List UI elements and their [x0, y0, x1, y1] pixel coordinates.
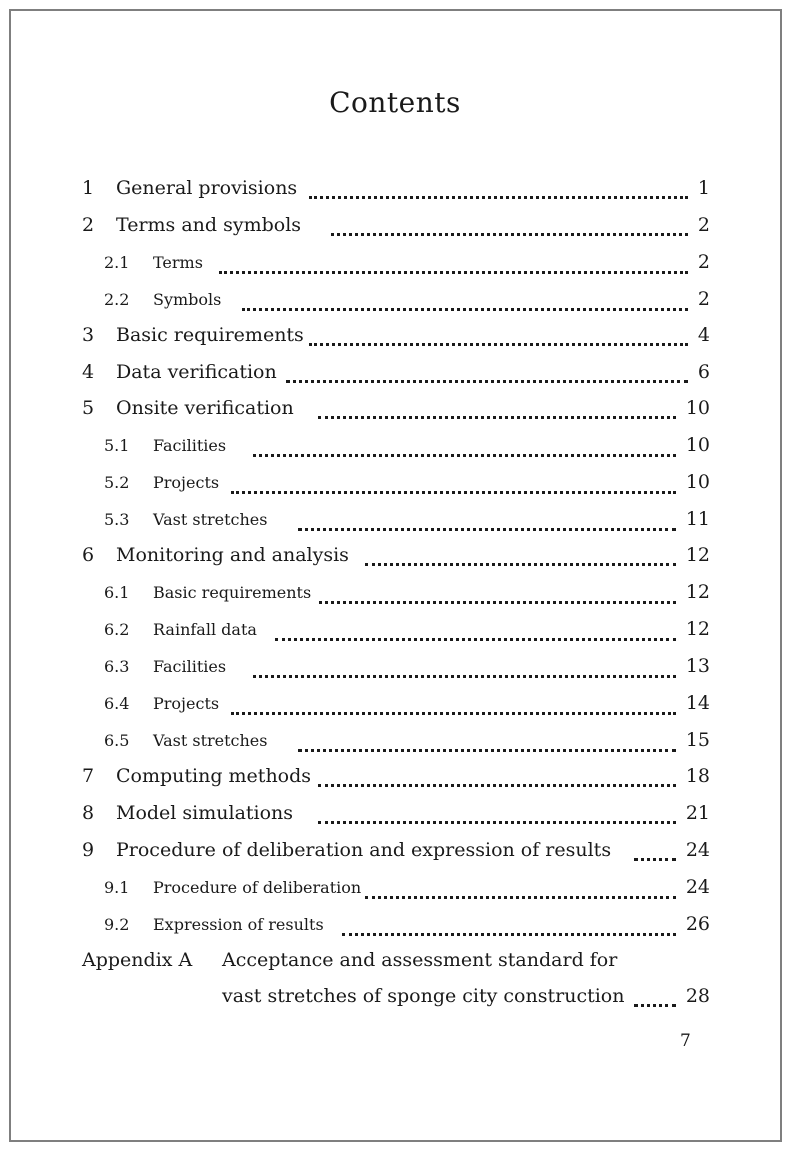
toc-entry-label: Symbols	[153, 290, 222, 309]
toc-entry-page: 2	[697, 251, 710, 273]
leader-dots	[365, 563, 676, 566]
toc-entry-label: Onsite verification	[116, 397, 294, 419]
toc-entry-page: 26	[685, 913, 710, 935]
toc-entry-page: 24	[685, 839, 710, 861]
toc-entry-page: 13	[685, 655, 710, 677]
toc-entry-number: 6.2	[104, 620, 130, 639]
leader-dots	[253, 675, 676, 678]
leader-dots	[231, 712, 676, 715]
toc-entry-number: 5.3	[104, 510, 130, 529]
toc-entry-number: 2	[82, 214, 95, 236]
toc-entry-9[interactable]	[0, 839, 790, 867]
leader-dots	[634, 858, 676, 861]
toc-entry-4[interactable]	[0, 361, 790, 389]
toc-entry-label: Projects	[153, 694, 220, 713]
leader-dots	[253, 454, 676, 457]
leader-dots	[309, 196, 688, 199]
toc-entry-number: 2.1	[104, 253, 130, 272]
toc-entry-page: 10	[685, 434, 710, 456]
toc-entry-number: Appendix A	[82, 949, 193, 971]
toc-entry-5-2[interactable]	[0, 473, 790, 501]
toc-entry-number: 8	[82, 802, 95, 824]
toc-entry-label: Computing methods	[116, 765, 312, 787]
toc-entry-label: Procedure of deliberation and expression of results	[116, 839, 612, 861]
toc-entry-3[interactable]	[0, 324, 790, 352]
leader-dots	[365, 896, 676, 899]
toc-entry-number: 9	[82, 839, 95, 861]
toc-entry-6-3[interactable]	[0, 657, 790, 685]
toc-entry-8[interactable]	[0, 802, 790, 830]
toc-entry-label: Vast stretches	[153, 731, 268, 750]
toc-entry-label: Expression of results	[153, 915, 324, 934]
leader-dots	[298, 528, 676, 531]
toc-entry-label: Terms	[153, 253, 203, 272]
leader-dots	[318, 416, 676, 419]
toc-entry-6-2[interactable]	[0, 620, 790, 648]
toc-entry-page: 18	[685, 765, 710, 787]
toc-entry-page: 2	[697, 214, 710, 236]
toc-entry-page: 12	[685, 618, 710, 640]
toc-entry-label: Rainfall data	[153, 620, 257, 639]
toc-entry-label-continued: vast stretches of sponge city construction	[222, 985, 625, 1007]
toc-entry-number: 6	[82, 544, 95, 566]
toc-entry-number: 3	[82, 324, 95, 346]
toc-entry-label: Facilities	[153, 657, 227, 676]
toc-entry-page: 10	[685, 471, 710, 493]
toc-entry-number: 7	[82, 765, 95, 787]
toc-entry-label: Projects	[153, 473, 220, 492]
toc-entry-page: 15	[685, 729, 710, 751]
toc-entry-number: 6.5	[104, 731, 130, 750]
toc-entry-label: Basic requirements	[153, 583, 312, 602]
toc-entry-label: Procedure of deliberation	[153, 878, 362, 897]
toc-entry-2[interactable]	[0, 214, 790, 242]
toc-entry-label: Terms and symbols	[116, 214, 302, 236]
toc-entry-6[interactable]	[0, 544, 790, 572]
toc-entry-1[interactable]	[0, 177, 790, 205]
toc-entry-appendix-a[interactable]	[0, 949, 790, 977]
leader-dots	[331, 233, 688, 236]
toc-entry-9-2[interactable]	[0, 915, 790, 943]
toc-entry-page: 12	[685, 581, 710, 603]
toc-entry-9-1[interactable]	[0, 878, 790, 906]
leader-dots	[286, 380, 688, 383]
toc-entry-label: Facilities	[153, 436, 227, 455]
toc-entry-label: Basic requirements	[116, 324, 304, 346]
page-number: 7	[680, 1031, 691, 1051]
toc-entry-label: Vast stretches	[153, 510, 268, 529]
toc-entry-page: 1	[697, 177, 710, 199]
leader-dots	[219, 271, 688, 274]
toc-entry-label: Acceptance and assessment standard for	[222, 949, 618, 971]
leader-dots	[318, 784, 676, 787]
toc-entry-number: 9.1	[104, 878, 130, 897]
toc-entry-label: General provisions	[116, 177, 298, 199]
leader-dots	[318, 821, 676, 824]
toc-entry-number: 4	[82, 361, 95, 383]
toc-entry-number: 9.2	[104, 915, 130, 934]
toc-entry-page: 4	[697, 324, 710, 346]
leader-dots	[242, 308, 688, 311]
toc-entry-page: 10	[685, 397, 710, 419]
toc-entry-page: 12	[685, 544, 710, 566]
toc-entry-5[interactable]	[0, 397, 790, 425]
toc-entry-number: 6.4	[104, 694, 130, 713]
toc-entry-number: 1	[82, 177, 95, 199]
leader-dots	[319, 601, 676, 604]
toc-entry-7[interactable]	[0, 765, 790, 793]
toc-entry-number: 6.1	[104, 583, 130, 602]
toc-entry-number: 2.2	[104, 290, 130, 309]
page-title: Contents	[329, 86, 461, 119]
leader-dots	[342, 933, 676, 936]
leader-dots	[298, 749, 676, 752]
toc-entry-appendix-a-continued[interactable]	[0, 985, 790, 1013]
toc-entry-label: Model simulations	[116, 802, 294, 824]
toc-entry-6-5[interactable]	[0, 731, 790, 759]
toc-entry-5-3[interactable]	[0, 510, 790, 538]
toc-entry-2-1[interactable]	[0, 253, 790, 281]
toc-entry-label: Monitoring and analysis	[116, 544, 349, 566]
toc-entry-5-1[interactable]	[0, 436, 790, 464]
toc-entry-label: Data verification	[116, 361, 277, 383]
leader-dots	[309, 343, 688, 346]
toc-entry-6-4[interactable]	[0, 694, 790, 722]
toc-entry-page: 11	[685, 508, 710, 530]
toc-entry-page: 6	[697, 361, 710, 383]
toc-entry-page: 21	[685, 802, 710, 824]
toc-entry-page: 28	[685, 985, 710, 1007]
leader-dots	[275, 638, 676, 641]
toc-entry-2-2[interactable]	[0, 290, 790, 318]
toc-entry-page: 14	[685, 692, 710, 714]
leader-dots	[634, 1004, 676, 1007]
toc-entry-6-1[interactable]	[0, 583, 790, 611]
toc-entry-number: 5	[82, 397, 95, 419]
leader-dots	[231, 491, 676, 494]
toc-entry-number: 5.1	[104, 436, 130, 455]
toc-entry-number: 6.3	[104, 657, 130, 676]
toc-entry-page: 24	[685, 876, 710, 898]
toc-entry-page: 2	[697, 288, 710, 310]
toc-entry-number: 5.2	[104, 473, 130, 492]
